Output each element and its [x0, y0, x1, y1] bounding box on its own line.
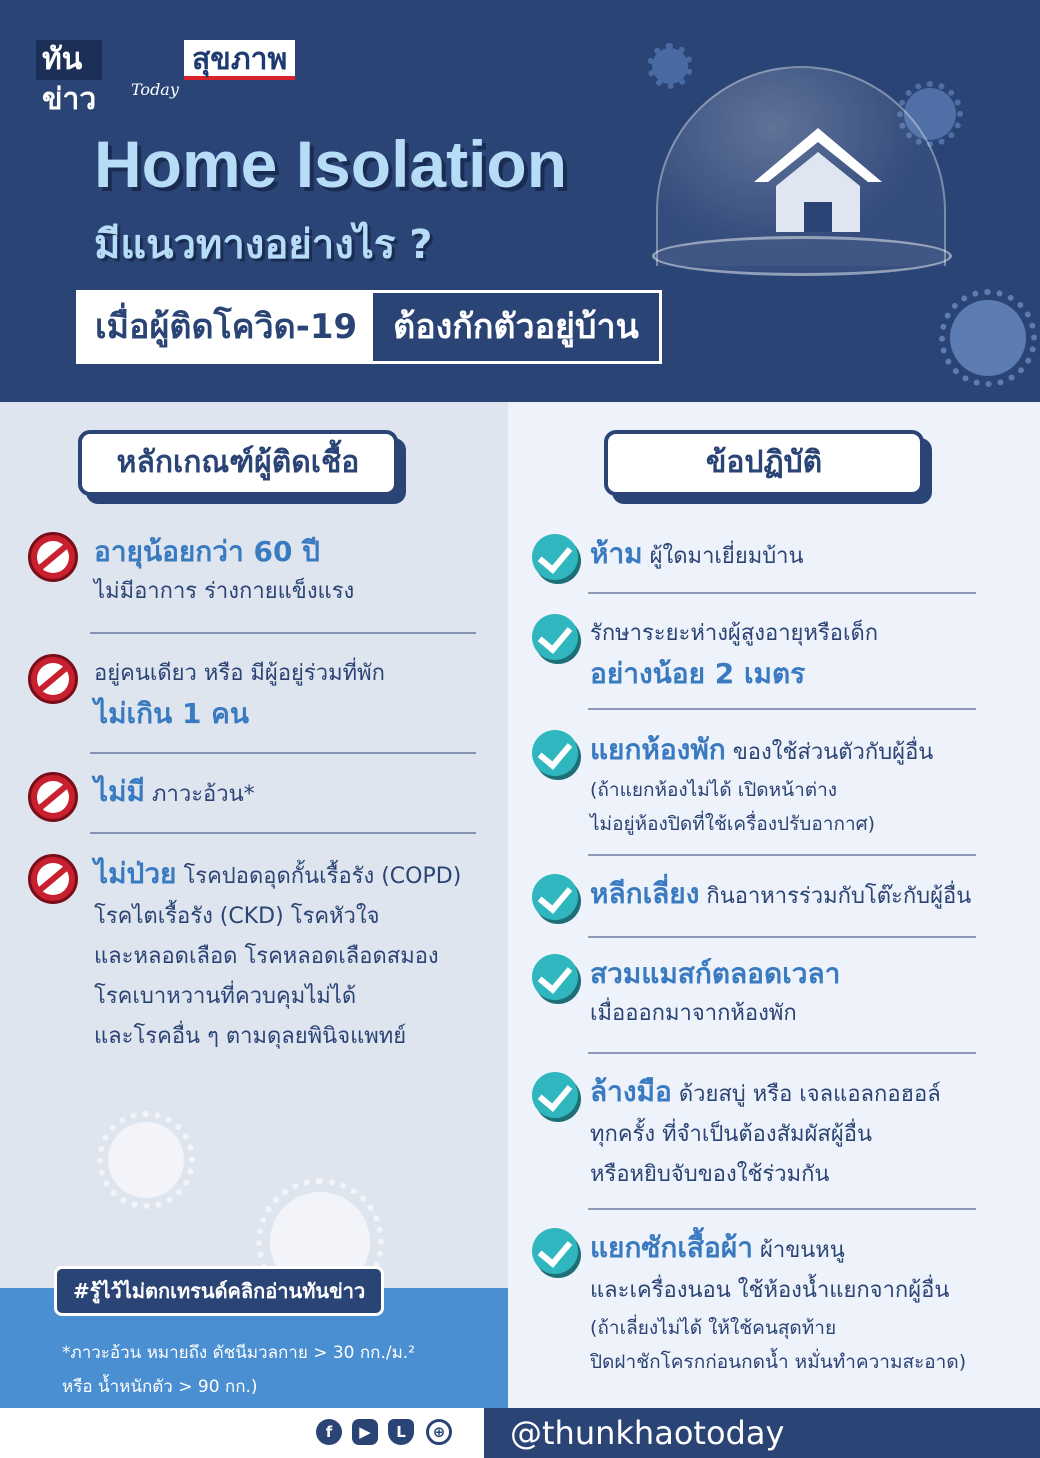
criteria-item — [28, 532, 498, 612]
practice-highlight: ห้าม — [590, 537, 643, 570]
practice-item — [532, 534, 1032, 582]
practice-note: (ถ้าเลี่ยงไม่ได้ ให้ใช้คนสุดท้าย — [590, 1317, 837, 1339]
check-icon — [532, 1072, 578, 1118]
dome-base — [652, 236, 952, 276]
footnote-line: *ภาวะอ้วน หมายถึง ดัชนีมวลกาย > 30 กก./ม.² — [62, 1343, 416, 1363]
practice-text: หรือหยิบจับของใช้ร่วมกัน — [590, 1162, 830, 1187]
check-icon — [532, 614, 578, 660]
banner-right-text: ต้องกักตัวอยู่บ้าน — [373, 293, 659, 361]
virus-decoration-icon — [652, 48, 688, 84]
practice-highlight: สวมแมสก์ตลอดเวลา — [590, 957, 841, 990]
practice-text: เมื่อออกมาจากห้องพัก — [590, 1001, 797, 1026]
practice-highlight: อย่างน้อย 2 เมตร — [590, 657, 806, 690]
page-title: Home Isolation — [94, 127, 568, 201]
practice-note: ปิดฝาชักโครกก่อนกดน้ำ หมั่นทำความสะอาด) — [590, 1351, 967, 1373]
logo-right-text: สุขภาพ — [184, 40, 295, 80]
prohibited-icon — [28, 654, 78, 704]
prohibited-icon — [28, 854, 78, 904]
logo-left-text: ทันข่าว — [36, 40, 102, 80]
divider — [90, 832, 476, 834]
page-subtitle: มีแนวทางอย่างไร ? — [94, 222, 433, 268]
house-icon — [748, 124, 888, 234]
practice-text: และเครื่องนอน ใช้ห้องน้ำแยกจากผู้อื่น — [590, 1278, 950, 1303]
hashtag-badge: #รู้ไว้ไม่ตกเทรนด์คลิกอ่านทันข่าว — [54, 1266, 384, 1316]
facebook-icon[interactable]: f — [316, 1419, 342, 1445]
practice-highlight: แยกห้องพัก — [590, 733, 726, 766]
practice-item — [532, 614, 1032, 694]
practice-note: ไม่อยู่ห้องปิดที่ใช้เครื่องปรับอากาศ) — [590, 813, 876, 835]
check-icon — [532, 1228, 578, 1274]
practice-section — [508, 402, 1040, 1408]
criteria-item — [28, 654, 498, 734]
footnote — [62, 1336, 415, 1404]
social-handle[interactable]: @thunkhaotoday — [510, 1414, 785, 1452]
banner-left-text: เมื่อผู้ติดโควิด-19 — [79, 293, 373, 361]
practice-item — [532, 1228, 1032, 1388]
check-icon — [532, 954, 578, 1000]
criteria-highlight: ไม่เกิน 1 คน — [94, 697, 250, 730]
line-icon[interactable]: L — [388, 1419, 414, 1445]
practice-text: ผู้ใดมาเยี่ยมบ้าน — [649, 544, 804, 569]
criteria-title: หลักเกณฑ์ผู้ติดเชื้อ — [78, 430, 398, 496]
web-search-icon[interactable]: ⊕ — [426, 1419, 452, 1445]
practice-text: ด้วยสบู่ หรือ เจลแอลกอฮอล์ — [678, 1082, 941, 1107]
footer-icon-bar — [0, 1408, 484, 1458]
logo-sub-text: Today — [131, 80, 179, 99]
divider — [588, 936, 976, 938]
footer — [0, 1408, 1040, 1458]
divider — [588, 592, 976, 594]
divider — [588, 1208, 976, 1210]
check-icon — [532, 730, 578, 776]
prohibited-icon — [28, 532, 78, 582]
criteria-text: และหลอดเลือด โรคหลอดเลือดสมอง — [94, 944, 439, 969]
criteria-highlight: ไม่ป่วย — [94, 857, 177, 890]
criteria-text: โรคเบาหวานที่ควบคุมไม่ได้ — [94, 984, 357, 1009]
virus-decoration-icon — [108, 1122, 184, 1198]
practice-title: ข้อปฏิบัติ — [604, 430, 924, 496]
header-banner — [76, 290, 662, 364]
virus-decoration-icon — [950, 300, 1026, 376]
criteria-text: อยู่คนเดียว หรือ มีผู้อยู่ร่วมที่พัก — [94, 661, 385, 686]
practice-item — [532, 1072, 1032, 1192]
practice-item — [532, 874, 1032, 922]
criteria-text: โรคปอดอุดกั้นเรื้อรัง (COPD) — [183, 864, 462, 889]
criteria-text: และโรคอื่น ๆ ตามดุลยพินิจแพทย์ — [94, 1024, 407, 1049]
practice-highlight: หลีกเลี่ยง — [590, 877, 700, 910]
practice-item — [532, 954, 1032, 1034]
practice-highlight: ล้างมือ — [590, 1075, 672, 1108]
check-icon — [532, 534, 578, 580]
criteria-item — [28, 854, 498, 1064]
criteria-highlight: ไม่มี — [94, 775, 145, 808]
footnote-line: หรือ น้ำหนักตัว > 90 กก.) — [62, 1377, 258, 1397]
practice-text: ผ้าขนหนู — [759, 1238, 845, 1263]
youtube-icon[interactable]: ▶ — [352, 1419, 378, 1445]
divider — [90, 632, 476, 634]
practice-text: กินอาหารร่วมกับโต๊ะกับผู้อื่น — [706, 884, 972, 909]
criteria-highlight: อายุน้อยกว่า 60 ปี — [94, 535, 320, 568]
divider — [588, 854, 976, 856]
practice-highlight: แยกซักเสื้อผ้า — [590, 1231, 753, 1264]
criteria-text: ไม่มีอาการ ร่างกายแข็งแรง — [94, 579, 355, 604]
criteria-item — [28, 772, 498, 822]
practice-text: ของใช้ส่วนตัวกับผู้อื่น — [732, 740, 934, 765]
practice-item — [532, 730, 1032, 840]
prohibited-icon — [28, 772, 78, 822]
divider — [588, 708, 976, 710]
practice-text: ทุกครั้ง ที่จำเป็นต้องสัมผัสผู้อื่น — [590, 1122, 872, 1147]
divider — [90, 752, 476, 754]
criteria-text: โรคไตเรื้อรัง (CKD) โรคหัวใจ — [94, 904, 380, 929]
criteria-section — [0, 402, 508, 1408]
criteria-text: ภาวะอ้วน* — [152, 782, 255, 807]
divider — [588, 1052, 976, 1054]
header — [0, 0, 1040, 402]
practice-note: (ถ้าแยกห้องไม่ได้ เปิดหน้าต่าง — [590, 779, 838, 801]
check-icon — [532, 874, 578, 920]
practice-text: รักษาระยะห่างผู้สูงอายุหรือเด็ก — [590, 621, 879, 646]
